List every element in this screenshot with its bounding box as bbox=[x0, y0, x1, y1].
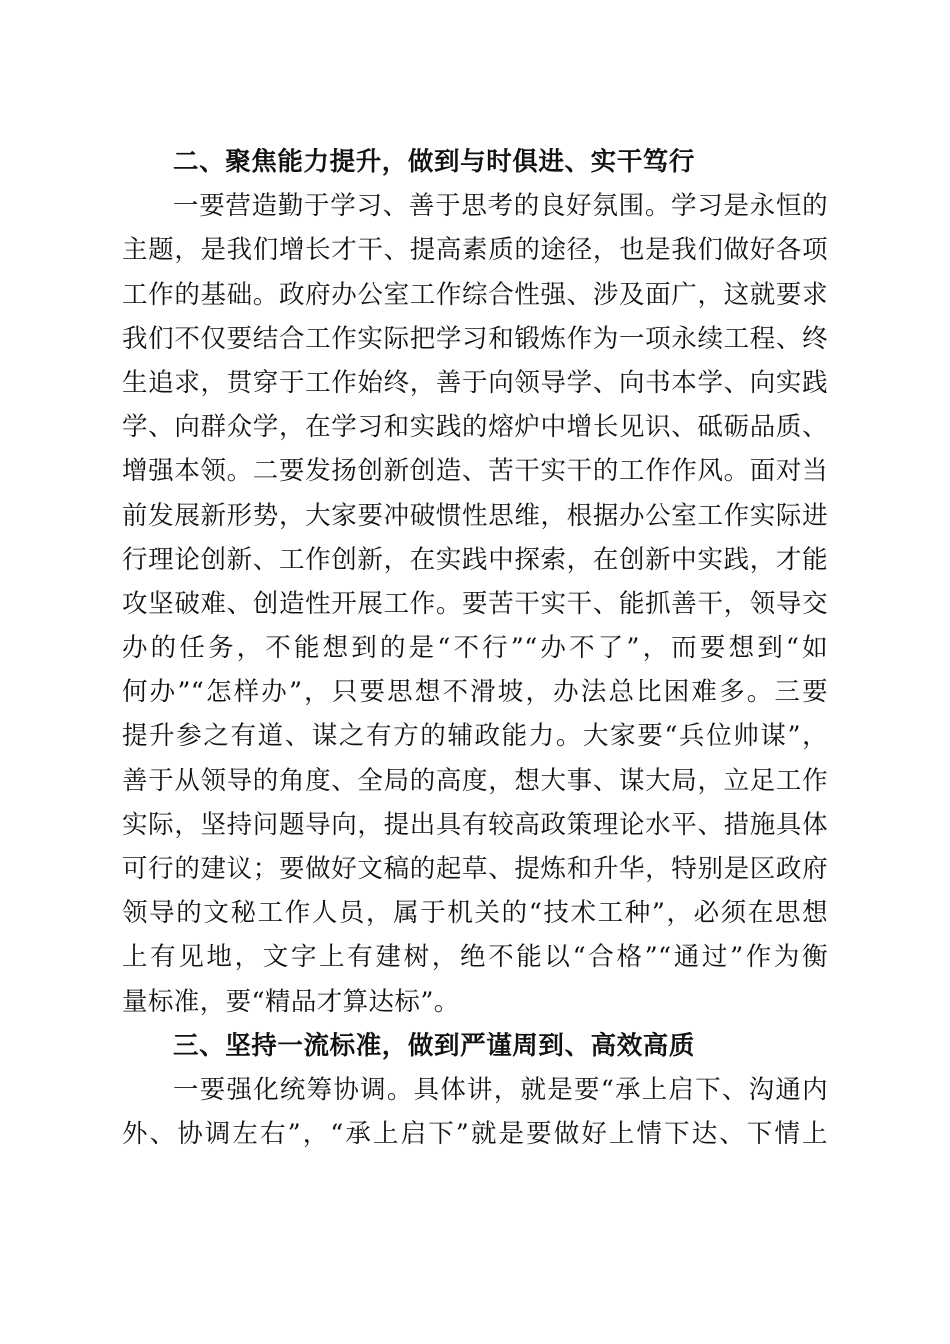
section-three-heading: 三、坚持一流标准，做到严谨周到、高效高质 bbox=[173, 1030, 696, 1061]
paragraph-line: 前发展新形势，大家要冲破惯性思维，根据办公室工作实际进 bbox=[122, 500, 828, 531]
paragraph-line: 领导的文秘工作人员，属于机关的“技术工种”，必须在思想 bbox=[122, 898, 828, 929]
paragraph-line: 攻坚破难、创造性开展工作。要苦干实干、能抓善干，领导交 bbox=[122, 588, 828, 619]
paragraph-line: 一要营造勤于学习、善于思考的良好氛围。学习是永恒的 bbox=[173, 191, 828, 222]
paragraph-line: 学、向群众学，在学习和实践的熔炉中增长见识、砥砺品质、 bbox=[122, 412, 828, 443]
paragraph-line: 一要强化统筹协调。具体讲，就是要“承上启下、沟通内 bbox=[173, 1074, 828, 1105]
paragraph-line: 提升参之有道、谋之有方的辅政能力。大家要“兵位帅谋”， bbox=[122, 721, 828, 752]
paragraph-line: 善于从领导的角度、全局的高度，想大事、谋大局，立足工作 bbox=[122, 765, 828, 796]
paragraph-line: 外、协调左右”，“承上启下”就是要做好上情下达、下情上 bbox=[122, 1119, 828, 1150]
paragraph-line: 我们不仅要结合工作实际把学习和锻炼作为一项永续工程、终 bbox=[122, 323, 828, 354]
paragraph-line: 主题，是我们增长才干、提高素质的途径，也是我们做好各项 bbox=[122, 235, 828, 266]
section-two-heading: 二、聚焦能力提升，做到与时俱进、实干笃行 bbox=[173, 147, 696, 177]
paragraph-line: 办的任务，不能想到的是“不行”“办不了”，而要想到“如 bbox=[122, 633, 828, 664]
paragraph-line: 工作的基础。政府办公室工作综合性强、涉及面广，这就要求 bbox=[122, 279, 828, 310]
paragraph-line: 实际，坚持问题导向，提出具有较高政策理论水平、措施具体 bbox=[122, 809, 828, 840]
paragraph-line: 行理论创新、工作创新，在实践中探索，在创新中实践，才能 bbox=[122, 544, 828, 575]
paragraph-line: 量标准，要“精品才算达标”。 bbox=[122, 986, 460, 1017]
paragraph-line: 增强本领。二要发扬创新创造、苦干实干的工作作风。面对当 bbox=[122, 456, 828, 487]
paragraph-line: 何办”“怎样办”，只要思想不滑坡，办法总比困难多。三要 bbox=[122, 677, 828, 708]
document-body bbox=[122, 140, 828, 1156]
paragraph-line: 生追求，贯穿于工作始终，善于向领导学、向书本学、向实践 bbox=[122, 367, 828, 398]
paragraph-line: 可行的建议；要做好文稿的起草、提炼和升华，特别是区政府 bbox=[122, 854, 828, 884]
paragraph-line: 上有见地，文字上有建树，绝不能以“合格”“通过”作为衡 bbox=[122, 942, 828, 973]
